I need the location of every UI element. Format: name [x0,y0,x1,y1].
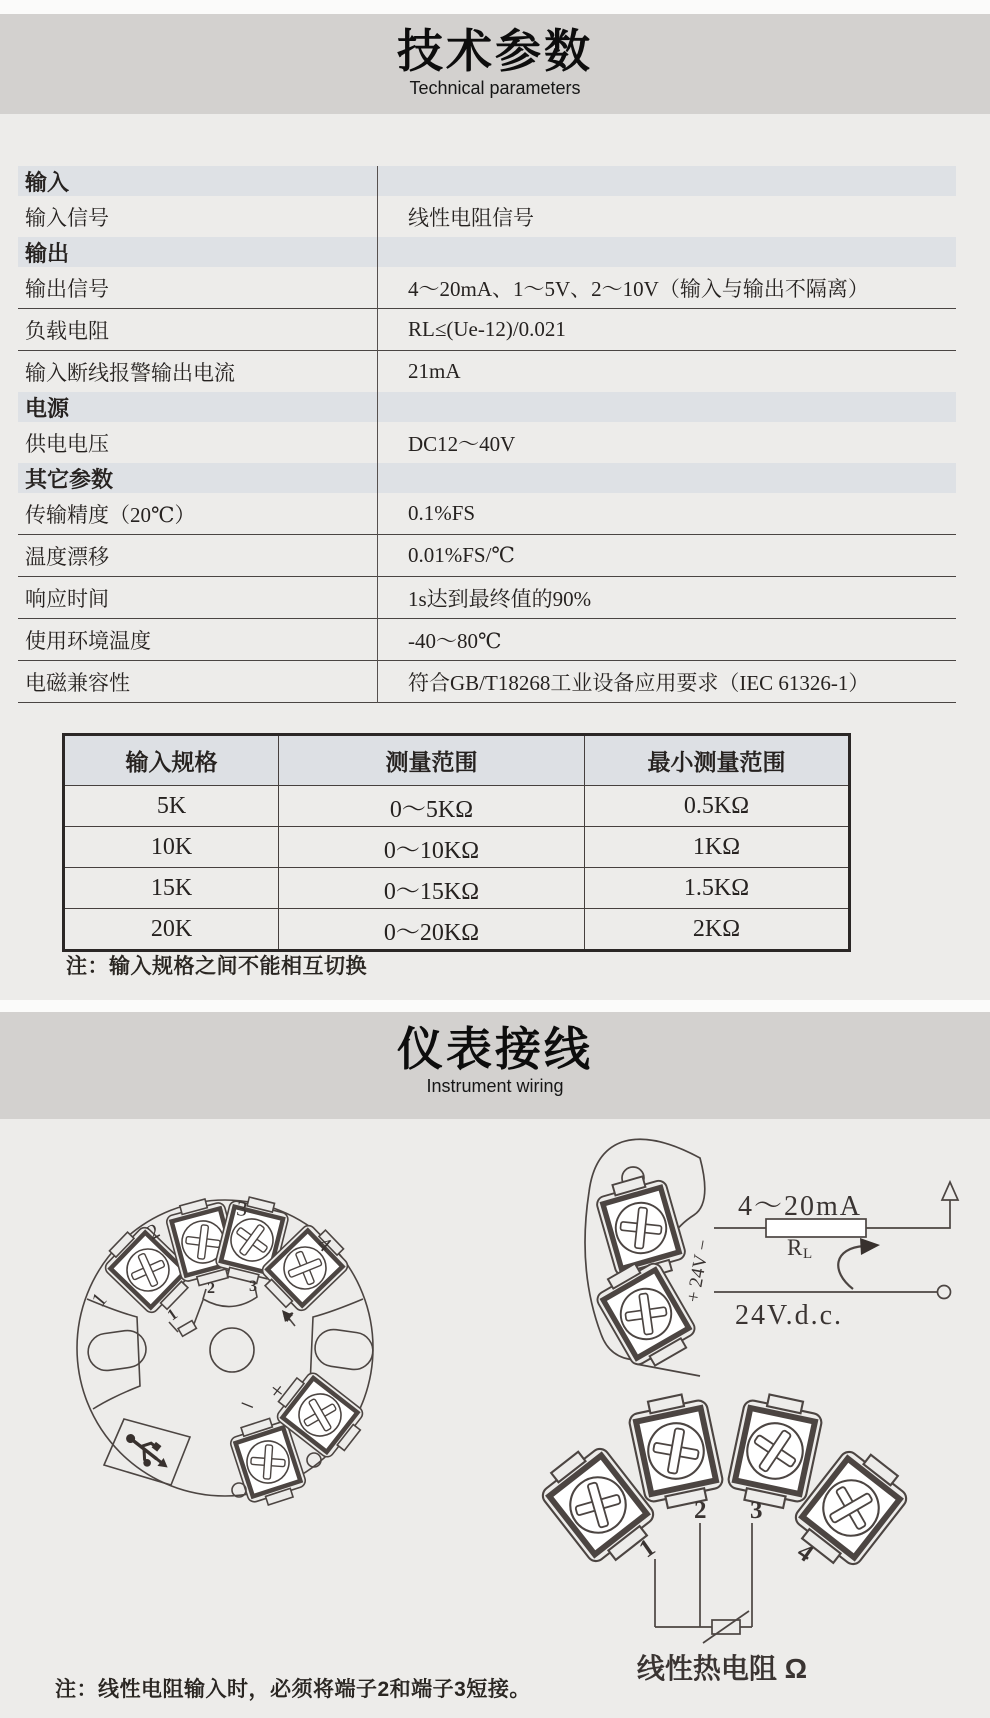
sensor-terminal-number: 2 [694,1497,707,1524]
wiring-diagrams [0,1118,990,1718]
range-cell: 0～20KΩ [279,909,585,951]
spec-row-label: 输入断线报警输出电流 [25,360,235,385]
instrument-wiring-banner [0,1012,990,1119]
loop-wire [866,1198,950,1228]
spec-row-value: 21mA [408,359,461,383]
table-row [64,868,850,909]
head-terminal-number: 1 [86,1287,112,1312]
range-cell: 2KΩ [585,909,850,951]
spec-row-value: 符合GB/T18268工业设备应用要求（IEC 61326-1） [408,670,870,695]
screw-terminal [593,1171,689,1285]
spec-row-label: 输入信号 [25,205,109,230]
spec-row-label: 电磁兼容性 [25,670,130,695]
range-cell: 0～15KΩ [279,868,585,909]
spec-row [18,267,956,309]
spec-section-label: 输出 [25,240,70,266]
head-inner-number: 3 [249,1278,257,1295]
spec-section-label: 输入 [25,169,70,195]
range-cell: 15K [64,868,279,909]
current-loop-diagram [585,1139,958,1376]
supply-voltage-label: 24V.d.c. [734,1300,844,1331]
spec-section-row [18,237,956,267]
spec-row [18,196,956,237]
tech-title: 技术参数 [397,25,593,77]
range-table-note: 注：输入规格之间不能相互切换 [66,955,367,978]
spec-row-label: 负载电阻 [25,318,109,343]
spec-row-value: 4～20mA、1～5V、2～10V（输入与输出不隔离） [408,276,869,301]
spec-section-row [18,166,956,196]
spec-row-label: 传输精度（20℃） [25,502,196,527]
wiring-subtitle: Instrument wiring [426,1075,564,1096]
range-cell: 1KΩ [585,827,850,868]
spec-column-divider [377,166,378,703]
sensor-terminal-number: 1 [634,1533,661,1564]
input-range-table [62,733,851,952]
mid-white-strip [0,1000,990,1012]
table-row [64,909,850,951]
loop-current-label: 4～20mA [737,1191,863,1222]
table-row [64,786,850,827]
top-white-strip [0,0,990,14]
sensor-wiring-diagram [533,1390,915,1684]
table-row [64,827,850,868]
head-inner-number: 2 [207,1280,215,1297]
spec-row-value: RL≤(Ue-12)/0.021 [408,317,566,341]
range-cell: 0～10KΩ [279,827,585,868]
spec-row-label: 输出信号 [25,276,109,301]
range-cell: 0.5KΩ [585,786,850,827]
spec-row [18,309,956,351]
plus-polarity-label: + [263,1377,290,1406]
spec-section-label: 其它参数 [25,466,114,492]
supply-terminal-label: + 24V − [682,1238,715,1305]
load-resistor-label: R [787,1235,803,1260]
spec-row [18,535,956,577]
spec-row [18,619,956,661]
load-resistor-sub-label: L [803,1246,813,1262]
spec-section-label: 电源 [25,395,70,421]
head-terminal-number: 2 [143,1218,164,1245]
head-inner-number: 1 [164,1305,181,1325]
tech-parameters-banner [0,14,990,114]
wiring-title: 仪表接线 [397,1023,593,1075]
screw-terminal [626,1390,726,1512]
up-arrow-icon [942,1182,958,1200]
range-cell: 10K [64,827,279,868]
sensor-lead-line [194,1300,203,1324]
wiring-note: 注：线性电阻输入时，必须将端子2和端子3短接。 [55,1678,531,1701]
spec-row-value: DC12～40V [408,431,516,456]
head-terminal-number: 3 [235,1196,249,1222]
spec-table [18,166,956,703]
range-cell: 20K [64,909,279,951]
usb-icon [119,1426,175,1478]
range-cell: 0～5KΩ [279,786,585,827]
minus-polarity-label: − [234,1388,260,1422]
sensor-terminal-number: 4 [792,1538,818,1568]
head-terminal-number: 4 [312,1231,337,1257]
small-hole [307,1453,321,1467]
spec-row-value: 1s达到最终值的90% [408,586,592,611]
spec-row [18,577,956,619]
spec-row [18,661,956,703]
spec-row-label: 使用环境温度 [25,628,151,653]
left-wing [87,1299,140,1409]
sensor-terminal-number: 3 [750,1497,763,1524]
sensor-type-label: 线性热电阻 Ω [636,1653,808,1684]
range-header-row [64,735,850,786]
range-header-cell: 测量范围 [279,735,585,786]
range-header-cell: 输入规格 [64,735,279,786]
spec-row [18,493,956,535]
crescent-base-line [636,1364,700,1376]
range-cell: 1.5KΩ [585,868,850,909]
spec-row-value: -40～80℃ [408,628,502,653]
spec-row [18,351,956,392]
sensor-wires [655,1523,752,1627]
spec-row-label: 响应时间 [25,586,109,611]
spec-row-value: 0.1%FS [408,501,476,525]
wire-end-circle [938,1286,951,1299]
head-inner-number: 4 [279,1307,297,1326]
spec-section-row [18,463,956,493]
curved-arrowhead-icon [860,1238,880,1255]
transmitter-head-diagram [77,1193,375,1510]
spec-section-row [18,392,956,422]
screw-terminal [725,1390,825,1512]
right-mount-slot [313,1327,376,1372]
tech-subtitle: Technical parameters [409,77,581,98]
spec-row-value: 0.01%FS/℃ [408,543,515,567]
spec-row [18,422,956,463]
screw-terminal [590,1253,702,1374]
spec-row-label: 温度漂移 [25,544,109,569]
curved-arrow-line [838,1246,864,1289]
center-hole [210,1328,254,1372]
spec-row-label: 供电电压 [25,431,109,456]
range-cell: 5K [64,786,279,827]
range-header-cell: 最小测量范围 [585,735,850,786]
spec-row-value: 线性电阻信号 [408,205,534,230]
